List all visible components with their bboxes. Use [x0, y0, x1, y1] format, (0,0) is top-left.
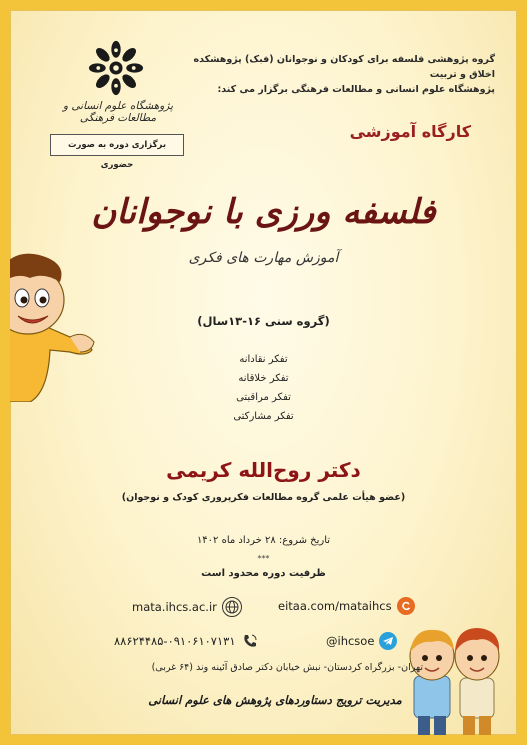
phone-text[interactable]: ۸۸۶۲۴۴۸۵-۰۹۱۰۶۱۰۷۱۳۱ [114, 634, 236, 648]
eitaa-text[interactable]: eitaa.com/mataihcs [278, 599, 392, 613]
cartoon-boy-illustration [10, 232, 100, 402]
organizer-line-1: گروه پژوهشی فلسفه برای کودکان و نوجوانان (فبک) پژوهشکده اخلاق و تربیت [193, 54, 495, 80]
institute-name: پژوهشگاه علوم انسانی و مطالعات فرهنگی [62, 100, 174, 124]
telegram-text[interactable]: @ihcsoe [326, 634, 375, 648]
main-title: فلسفه ورزی با نوجوانان [91, 192, 436, 232]
website-contact[interactable] [132, 597, 242, 617]
skill-item: تفکر مراقبتی [236, 392, 291, 403]
institute-logo-icon [88, 40, 144, 96]
organizer-line-2: پژوهشگاه علوم انسانی و مطالعات فرهنگی برگزار می کند: [217, 84, 495, 95]
website-text[interactable]: mata.ihcs.ac.ir [132, 600, 217, 614]
globe-icon [222, 597, 242, 617]
poster [10, 10, 517, 735]
teacher-name: دکتر روح‌الله کریمی [166, 458, 361, 482]
capacity-note: ظرفیت دوره محدود است [201, 568, 326, 579]
teacher-affiliation: (عضو هیأت علمی گروه مطالعات فکرپروری کودک و نوجوان) [121, 492, 406, 503]
telegram-contact[interactable] [326, 632, 397, 650]
separator-stars: *** [257, 554, 270, 563]
workshop-label: کارگاه آموزشی [349, 122, 471, 141]
start-date: تاریخ شروع: ۲۸ خرداد ماه ۱۴۰۲ [196, 535, 331, 546]
age-group: (گروه سنی ۱۶-۱۳سال) [197, 314, 330, 328]
skill-item: تفکر مشارکتی [233, 411, 294, 422]
skill-item: تفکر نقادانه [239, 354, 288, 365]
phone-icon [241, 632, 259, 650]
phone-contact[interactable] [114, 632, 259, 650]
organizer-text [165, 52, 495, 97]
footer-department: مدیریت ترویج دستاوردهای پژوهش های علوم انسانی [148, 693, 402, 707]
presence-note-box: برگزاری دوره به صورت حضوری [50, 134, 184, 156]
subtitle: آموزش مهارت های فکری [188, 250, 339, 266]
skill-item: تفکر خلاقانه [238, 373, 289, 384]
address-text: تهران- بزرگراه کردستان- نبش خیابان دکتر صادق آئینه وند (۶۴ غربی) [151, 662, 423, 673]
